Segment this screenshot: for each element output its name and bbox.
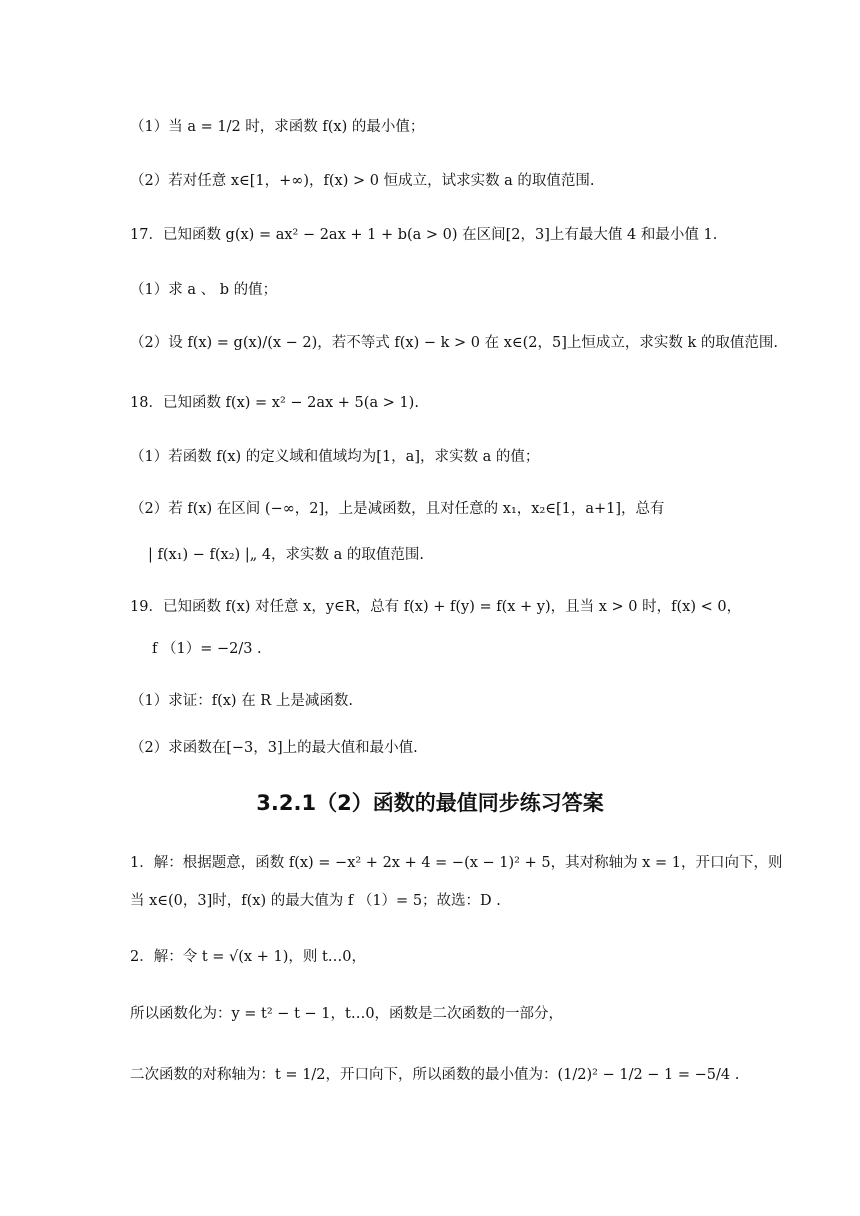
problem-18-part-2-line-2: | f(x₁) − f(x₂) |„ 4，求实数 a 的取值范围. bbox=[148, 547, 425, 563]
answer-1-line-1: 1．解：根据题意，函数 f(x) = −x² + 2x + 4 = −(x − 1)² + 5，其对称轴为 x = 1，开口向下，则 bbox=[130, 855, 783, 871]
problem-18-stem: 18．已知函数 f(x) = x² − 2ax + 5(a > 1). bbox=[130, 395, 419, 411]
answer-1-line-2: 当 x∈(0，3]时，f(x) 的最大值为 f （1）= 5；故选：D . bbox=[130, 893, 501, 909]
problem-19-stem-line-2: f （1）= −2/3 . bbox=[152, 641, 262, 657]
problem-18-part-1: （1）若函数 f(x) 的定义域和值域均为[1，a]，求实数 a 的值； bbox=[130, 449, 540, 465]
problem-17-part-1: （1）求 a 、 b 的值； bbox=[130, 282, 278, 298]
problem-19-part-2: （2）求函数在[−3，3]上的最大值和最小值. bbox=[130, 740, 418, 756]
answer-2-line-2: 所以函数化为：y = t² − t − 1，t…0，函数是二次函数的一部分， bbox=[130, 1006, 564, 1022]
answers-heading: 3.2.1（2）函数的最值同步练习答案 bbox=[256, 791, 604, 815]
problem-16-part-1: （1）当 a = 1/2 时，求函数 f(x) 的最小值； bbox=[130, 119, 425, 135]
problem-17-stem: 17．已知函数 g(x) = ax² − 2ax + 1 + b(a > 0) 在区间[2，3]上有最大值 4 和最小值 1. bbox=[130, 227, 718, 243]
answer-2-line-1: 2．解：令 t = √(x + 1)，则 t…0， bbox=[130, 949, 367, 965]
problem-18-part-2-line-1: （2）若 f(x) 在区间 (−∞，2]，上是减函数，且对任意的 x₁，x₂∈[1，a+1]，总有 bbox=[130, 501, 665, 517]
answer-2-line-3: 二次函数的对称轴为：t = 1/2，开口向下，所以函数的最小值为：(1/2)² − 1/2 − 1 = −5/4 . bbox=[130, 1067, 740, 1083]
problem-17-part-2: （2）设 f(x) = g(x)/(x − 2)，若不等式 f(x) − k > 0 在 x∈(2，5]上恒成立，求实数 k 的取值范围. bbox=[130, 335, 779, 351]
problem-19-stem-line-1: 19．已知函数 f(x) 对任意 x，y∈R，总有 f(x) + f(y) = f(x + y)，且当 x > 0 时，f(x) < 0， bbox=[130, 599, 742, 615]
problem-16-part-2: （2）若对任意 x∈[1，+∞)，f(x) > 0 恒成立，试求实数 a 的取值范围. bbox=[130, 173, 595, 189]
problem-19-part-1: （1）求证：f(x) 在 R 上是减函数. bbox=[130, 693, 353, 709]
